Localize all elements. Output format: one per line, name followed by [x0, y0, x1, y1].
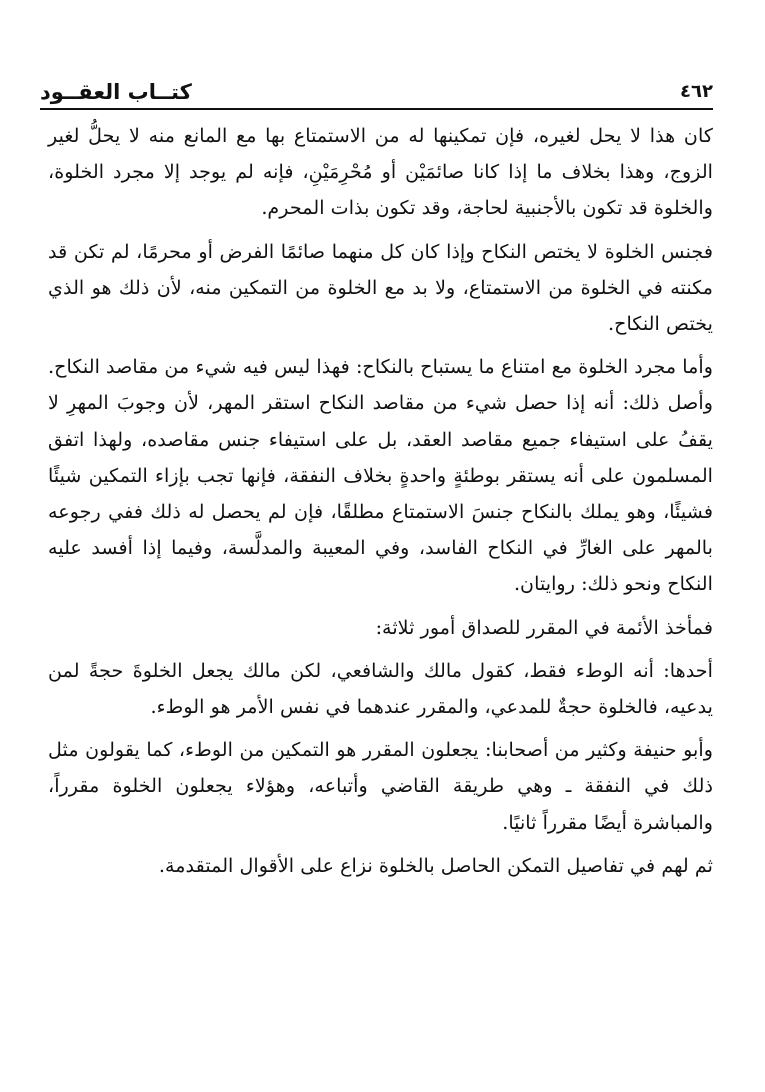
paragraph: فمأخذ الأئمة في المقرر للصداق أمور ثلاثة:	[375, 615, 713, 639]
paragraph: وأما مجرد الخلوة مع امتناع ما يستباح بالنكاح: فهذا ليس فيه شيء من مقاصد النكاح. وأصل ذلك: أنه إذا حصل شيء من مقاصد النكاح استقر المهر، لأن وجوبَ المهرِ لا يقفُ على استيفاء جميع مقاصد العقد، بل على استيفاء جنس مقاصده، ولهذا اتفق المسلمون على أنه يستقر بوطئةٍ واحدةٍ بخلاف النفقة، فإنها تجب بإزاء التمكين شيئًا فشيئًا، وهو يملك بالنكاح جنسَ الاستمتاع مطلقًا، فإن لم يحصل له ذلك ففي رجوعه بالمهر على الغارِّ في النكاح الفاسد، وفي المعيبة والمدلَّسة، وفيما إذا أفسد عليه النكاح ونحو ذلك: روايتان.	[48, 355, 713, 596]
header-rule	[40, 108, 713, 110]
paragraph: كان هذا لا يحل لغيره، فإن تمكينها له من الاستمتاع بها مع المانع منه لا يحلُّ لغير الزوج، وهذا بخلاف ما إذا كانا صائمَيْن أو مُحْرِمَيْنِ، فإنه لم يوجد إلا مجرد الخلوة، والخلوة قد تكون بالأجنبية لحاجة، وقد تكون بذات المحرم.	[48, 124, 713, 220]
running-title: كتــاب العقــود	[40, 80, 192, 104]
paragraph: وأبو حنيفة وكثير من أصحابنا: يجعلون المقرر هو التمكين من الوطء، كما يقولون مثل ذلك في النفقة ـ وهي طريقة القاضي وأتباعه، وهؤلاء يجعلون الخلوة مقرراً، والمباشرة أيضًا مقرراً ثانيًا.	[48, 738, 713, 834]
paragraph: أحدها: أنه الوطء فقط، كقول مالك والشافعي، لكن مالك يجعل الخلوةَ حجةً لمن يدعيه، فالخلوة حجةٌ للمدعي، والمقرر عندهما في نفس الأمر هو الوطء.	[48, 658, 713, 719]
page-header	[40, 72, 713, 106]
page-body	[48, 118, 713, 884]
paragraph: ثم لهم في تفاصيل التمكن الحاصل بالخلوة نزاع على الأقوال المتقدمة.	[158, 853, 713, 877]
page-number: ٤٦٢	[680, 81, 713, 102]
paragraph: فجنس الخلوة لا يختص النكاح وإذا كان كل منهما صائمًا الفرض أو محرمًا، لم تكن قد مكنته في الخلوة من الاستمتاع، ولا بد مع الخلوة من التمكين منه، لأن ذلك هو الذي يختص النكاح.	[48, 239, 713, 336]
